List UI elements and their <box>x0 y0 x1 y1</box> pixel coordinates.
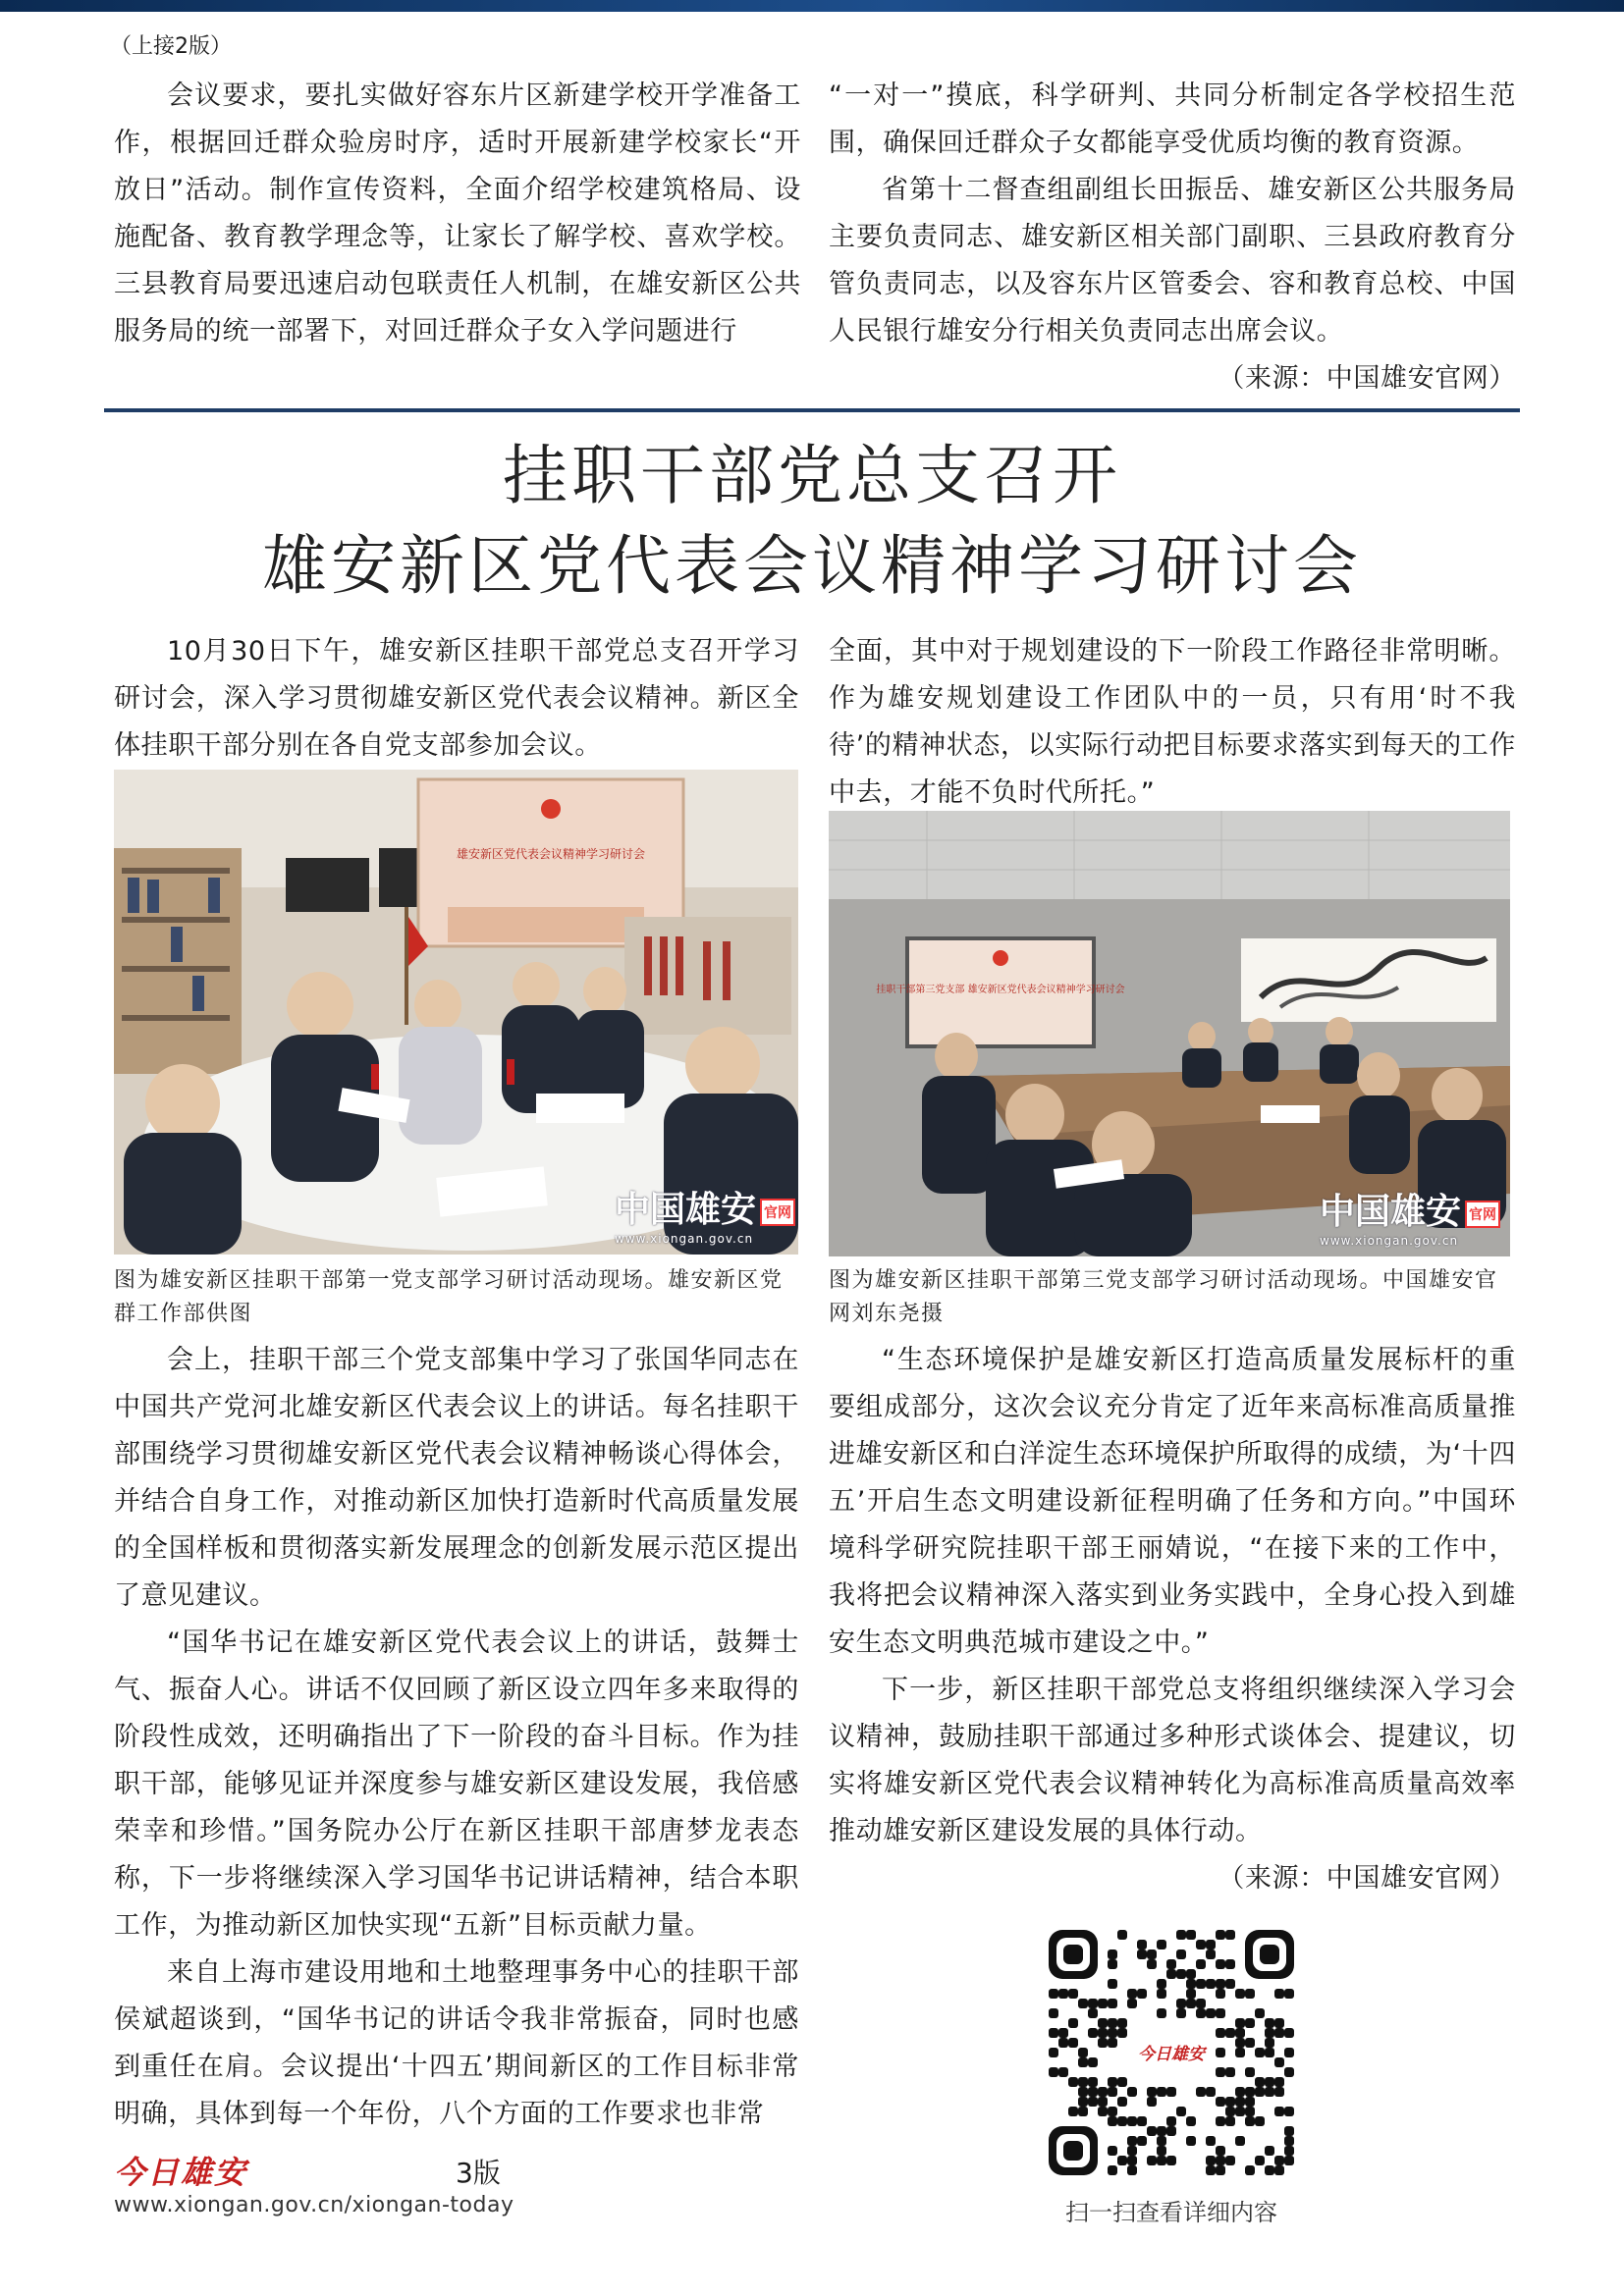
qr-module <box>1216 1979 1225 1989</box>
qr-module <box>1225 2156 1235 2165</box>
qr-module <box>1255 2077 1265 2087</box>
qr-module <box>1265 2077 1274 2087</box>
qr-module <box>1206 2156 1216 2165</box>
article-right-top <box>829 628 1516 817</box>
qr-module <box>1216 2067 1225 2077</box>
qr-module <box>1216 2048 1225 2057</box>
qr-module <box>1166 2116 1176 2126</box>
qr-module <box>1049 2048 1058 2057</box>
qr-module <box>1157 2126 1166 2136</box>
qr-module <box>1157 1989 1166 1999</box>
qr-module <box>1235 2018 1245 2028</box>
qr-module <box>1157 2136 1166 2146</box>
qr-module <box>1255 2156 1265 2165</box>
article-left-body <box>114 1337 799 2138</box>
qr-module <box>1147 2126 1157 2136</box>
qr-module <box>1098 2038 1108 2048</box>
qr-module <box>1108 2146 1117 2156</box>
qr-module <box>1186 2136 1196 2146</box>
qr-module <box>1157 1940 1166 1949</box>
qr-module <box>1274 1989 1284 1999</box>
qr-module <box>1049 1989 1058 1999</box>
screen-text-1: 雄安新区党代表会议精神学习研讨会 <box>456 847 646 861</box>
article-paragraph: 10月30日下午，雄安新区挂职干部党总支召开学习研讨会，深入学习贯彻雄安新区党代表会议精神。新区全体挂职干部分别在各自党支部参加会议。 <box>114 636 799 761</box>
qr-module <box>1186 1999 1196 2008</box>
qr-module <box>1078 1999 1088 2008</box>
qr-module <box>1216 2165 1225 2175</box>
qr-module <box>1284 2107 1294 2116</box>
seal-icon: 官网 <box>760 1199 795 1226</box>
article-paragraph: 来自上海市建设用地和土地整理事务中心的挂职干部侯斌超谈到，“国华书记的讲话令我非常振奋，同时也感到重任在肩。会议提出‘十四五’期间新区的工作目标非常明确，具体到每一个年份，八个方面的工作要求也非常 <box>114 1957 799 2129</box>
qr-module <box>1058 1989 1068 1999</box>
qr-module <box>1284 2067 1294 2077</box>
qr-module <box>1127 2165 1137 2175</box>
headline-line-1: 挂职干部党总支召开 <box>503 438 1121 513</box>
article-paragraph: 全面，其中对于规划建设的下一阶段工作路径非常明晰。作为雄安规划建设工作团队中的一员，只有用‘时不我待’的精神状态，以实际行动把目标要求落实到每天的工作中去，才能不负时代所托。” <box>829 636 1516 808</box>
qr-module <box>1235 2107 1245 2116</box>
qr-module <box>1186 1969 1196 1979</box>
qr-module <box>1117 2018 1127 2028</box>
qr-module <box>1265 2087 1274 2097</box>
qr-module <box>1255 2048 1265 2057</box>
qr-module <box>1098 2028 1108 2038</box>
qr-module <box>1058 2038 1068 2048</box>
qr-module <box>1058 2028 1068 2038</box>
qr-module <box>1284 2156 1294 2165</box>
qr-module <box>1108 2077 1117 2087</box>
qr-module <box>1235 2087 1245 2097</box>
qr-module <box>1216 2116 1225 2126</box>
qr-module <box>1127 2146 1137 2156</box>
qr-module <box>1137 2136 1147 2146</box>
qr-module <box>1206 1940 1216 1949</box>
qr-module <box>1274 2028 1284 2038</box>
qr-module <box>1157 2008 1166 2018</box>
qr-module <box>1157 1979 1166 1989</box>
qr-module <box>1216 1959 1225 1969</box>
qr-module <box>1274 2087 1284 2097</box>
prev-article-right-column <box>829 73 1516 402</box>
prev-article-paragraph: 会议要求，要扎实做好容东片区新建学校开学准备工作，根据回迁群众验房时序，适时开展新建学校家长“开放日”活动。制作宣传资料，全面介绍学校建筑格局、设施配备、教育教学理念等，让家长了解学校、喜欢学校。三县教育局要迅速启动包联责任人机制，在雄安新区公共服务局的统一部署下，对回迁群众子女入学问题进行 <box>114 80 801 347</box>
qr-module <box>1049 2067 1058 2077</box>
qr-module <box>1117 2028 1127 2038</box>
qr-module <box>1186 1979 1196 1989</box>
qr-module <box>1088 2008 1098 2018</box>
qr-module <box>1265 2048 1274 2057</box>
qr-module <box>1284 2028 1294 2038</box>
qr-module <box>1216 2146 1225 2156</box>
qr-module <box>1166 1959 1176 1969</box>
qr-module <box>1225 1959 1235 1969</box>
seal-icon: 官网 <box>1465 1201 1500 1228</box>
qr-module <box>1274 2057 1284 2067</box>
qr-module <box>1274 2165 1284 2175</box>
qr-module <box>1108 2116 1117 2126</box>
qr-module <box>1049 2008 1058 2018</box>
qr-module <box>1245 2087 1255 2097</box>
qr-module <box>1117 2116 1127 2126</box>
qr-module <box>1196 1959 1206 1969</box>
qr-module <box>1176 1999 1186 2008</box>
qr-module <box>1088 2057 1098 2067</box>
qr-module <box>1147 2097 1157 2107</box>
qr-module <box>1225 1930 1235 1940</box>
qr-module <box>1274 2107 1284 2116</box>
qr-module <box>1166 2126 1176 2136</box>
qr-module <box>1245 2116 1255 2126</box>
qr-code[interactable] <box>1049 1930 1294 2175</box>
qr-caption: 扫一扫查看详细内容 <box>1065 2199 1277 2226</box>
qr-module <box>1245 2067 1255 2077</box>
qr-module <box>1117 2156 1127 2165</box>
qr-module <box>1206 2136 1216 2146</box>
qr-module <box>1186 1930 1196 1940</box>
prev-article-paragraph: 省第十二督查组副组长田振岳、雄安新区公共服务局主要负责同志、雄安新区相关部门副职、三县政府教育分管负责同志，以及容东片区管委会、容和教育总校、中国人民银行雄安分行相关负责同志出席会议。 <box>829 175 1516 347</box>
qr-module <box>1265 2165 1274 2175</box>
qr-module <box>1147 2087 1157 2097</box>
qr-module <box>1098 1999 1108 2008</box>
qr-module <box>1157 2156 1166 2165</box>
qr-module <box>1127 2156 1137 2165</box>
qr-module <box>1078 2048 1088 2057</box>
qr-module <box>1225 1979 1235 1989</box>
qr-module <box>1235 2136 1245 2146</box>
qr-module <box>1225 2107 1235 2116</box>
qr-module <box>1127 2087 1137 2097</box>
qr-module <box>1088 1999 1098 2008</box>
qr-module <box>1206 2008 1216 2018</box>
qr-module <box>1225 2097 1235 2107</box>
qr-module <box>1078 2097 1088 2107</box>
article-source: （来源：中国雄安官网） <box>1218 1863 1516 1894</box>
qr-module <box>1088 2028 1098 2038</box>
qr-module <box>1068 2018 1078 2028</box>
qr-module <box>1147 1959 1157 1969</box>
qr-module <box>1274 2077 1284 2087</box>
article-right-body <box>829 1337 1516 1902</box>
article-paragraph: 会上，挂职干部三个党支部集中学习了张国华同志在中国共产党河北雄安新区代表会议上的讲话。每名挂职干部围绕学习贯彻雄安新区党代表会议精神畅谈心得体会，并结合自身工作，对推动新区加快打造新时代高质量发展的全国样板和贯彻落实新发展理念的创新发展示范区提出了意见建议。 <box>114 1345 799 1611</box>
screen-text-2: 挂职干部第三党支部 雄安新区党代表会议精神学习研讨会 <box>876 985 1125 995</box>
qr-module <box>1108 1959 1117 1969</box>
footer-url-link[interactable]: www.xiongan.gov.cn/xiongan-today <box>114 2193 514 2217</box>
qr-module <box>1206 1949 1216 1959</box>
qr-module <box>1216 2008 1225 2018</box>
prev-article-source: （来源：中国雄安官网） <box>1218 363 1516 394</box>
qr-module <box>1117 1930 1127 1940</box>
qr-module <box>1245 2038 1255 2048</box>
qr-module <box>1078 2087 1088 2097</box>
article-paragraph: “生态环境保护是雄安新区打造高质量发展标杆的重要组成部分，这次会议充分肯定了近年来高标准高质量推进雄安新区和白洋淀生态环境保护所取得的成绩，为‘十四五’开启生态文明建设新征程明确了任务和方向。”中国环境科学研究院挂职干部王丽婧说，“在接下来的工作中，我将把会议精神深入落实到业务实践中，全身心投入到雄安生态文明典范城市建设之中。” <box>829 1345 1516 1658</box>
qr-module <box>1137 1949 1147 1959</box>
qr-module <box>1137 2116 1147 2126</box>
qr-module <box>1078 2107 1088 2116</box>
qr-module <box>1058 2067 1068 2077</box>
qr-module <box>1235 2048 1245 2057</box>
article-left-intro <box>114 628 799 770</box>
prev-article-left-column <box>114 73 801 355</box>
qr-module <box>1235 2028 1245 2038</box>
article-paragraph: “国华书记在雄安新区党代表会议上的讲话，鼓舞士气、振奋人心。讲话不仅回顾了新区设立四年多来取得的阶段性成效，还明确指出了下一阶段的奋斗目标。作为挂职干部，能够见证并深度参与雄安新区建设发展，我倍感荣幸和珍惜。”国务院办公厅在新区挂职干部唐梦龙表态称，下一步将继续深入学习国华书记讲话精神，结合本职工作，为推动新区加快实现“五新”目标贡献力量。 <box>114 1628 799 1941</box>
qr-module <box>1176 2008 1186 2018</box>
qr-module <box>1206 2087 1216 2097</box>
qr-module <box>1127 2136 1137 2146</box>
meeting-photo-2 <box>829 811 1510 1256</box>
headline-line-2: 雄安新区党代表会议精神学习研讨会 <box>262 528 1362 604</box>
qr-module <box>1225 2116 1235 2126</box>
qr-module <box>1108 2107 1117 2116</box>
qr-module <box>1265 2146 1274 2156</box>
qr-module <box>1147 2156 1157 2165</box>
qr-module <box>1137 1989 1147 1999</box>
watermark-2: 中国雄安 官网 www.xiongan.gov.cn <box>1320 1184 1500 1248</box>
photo-2-caption: 图为雄安新区挂职干部第三党支部学习研讨活动现场。中国雄安官网刘东尧摄 <box>829 1268 1498 1326</box>
qr-module <box>1068 1989 1078 1999</box>
qr-module <box>1196 1979 1206 1989</box>
qr-center-label: 今日雄安 <box>1138 2045 1205 2064</box>
qr-module <box>1176 2107 1186 2116</box>
meeting-photo-1 <box>114 770 798 1255</box>
qr-module <box>1157 2146 1166 2156</box>
section-divider <box>104 408 1520 412</box>
qr-module <box>1166 1969 1176 1979</box>
qr-module <box>1196 2087 1206 2097</box>
qr-module <box>1157 2087 1166 2097</box>
page-number: 3版 <box>456 2157 501 2189</box>
qr-module <box>1216 2097 1225 2107</box>
qr-module <box>1235 2038 1245 2048</box>
watermark-1: 中国雄安 官网 www.xiongan.gov.cn <box>615 1182 795 1246</box>
article-paragraph: 下一步，新区挂职干部党总支将组织继续深入学习会议精神，鼓励挂职干部通过多种形式谈体会、提建议，切实将雄安新区党代表会议精神转化为高标准高质量高效率推动雄安新区建设发展的具体行动。 <box>829 1675 1516 1846</box>
qr-module <box>1206 2165 1216 2175</box>
prev-article-paragraph: “一对一”摸底，科学研判、共同分析制定各学校招生范围，确保回迁群众子女都能享受优质均衡的教育资源。 <box>829 80 1516 158</box>
qr-module <box>1078 2077 1088 2087</box>
qr-module <box>1245 2107 1255 2116</box>
qr-module <box>1127 1989 1137 1999</box>
qr-module <box>1274 2018 1284 2028</box>
qr-module <box>1108 2028 1117 2038</box>
qr-module <box>1098 2087 1108 2097</box>
qr-module <box>1216 2156 1225 2165</box>
continued-note: （上接2版） <box>110 34 232 59</box>
qr-module <box>1088 2077 1098 2087</box>
qr-module <box>1235 1989 1245 1999</box>
top-banner-bar <box>0 0 1624 12</box>
qr-module <box>1225 2067 1235 2077</box>
qr-module <box>1284 2146 1294 2156</box>
qr-module <box>1098 2018 1108 2028</box>
qr-module <box>1098 2097 1108 2107</box>
qr-module <box>1166 2087 1176 2097</box>
qr-module <box>1088 2087 1098 2097</box>
qr-module <box>1127 1999 1137 2008</box>
qr-module <box>1216 1989 1225 1999</box>
qr-module <box>1255 2116 1265 2126</box>
qr-module <box>1117 2097 1127 2107</box>
qr-module <box>1245 2097 1255 2107</box>
qr-module <box>1098 2107 1108 2116</box>
qr-module <box>1108 2087 1117 2097</box>
qr-module <box>1108 1949 1117 1959</box>
qr-module <box>1108 1999 1117 2008</box>
qr-module <box>1274 2156 1284 2165</box>
qr-module <box>1068 2077 1078 2087</box>
qr-module <box>1225 2028 1235 2038</box>
qr-module <box>1147 1949 1157 1959</box>
publication-logo: 今日雄安 <box>114 2154 248 2191</box>
qr-module <box>1127 2116 1137 2126</box>
qr-module <box>1049 2028 1058 2038</box>
qr-module <box>1068 2038 1078 2048</box>
qr-module <box>1255 2087 1265 2097</box>
qr-module <box>1284 2136 1294 2146</box>
qr-module <box>1108 1979 1117 1989</box>
photo-1-caption: 图为雄安新区挂职干部第一党支部学习研讨活动现场。雄安新区党群工作部供图 <box>114 1268 784 1326</box>
qr-module <box>1196 1940 1206 1949</box>
qr-module <box>1088 2097 1098 2107</box>
qr-module <box>1186 2116 1196 2126</box>
qr-module <box>1108 2165 1117 2175</box>
qr-module <box>1255 2008 1265 2018</box>
qr-module <box>1196 1999 1206 2008</box>
qr-module <box>1186 1989 1196 1999</box>
qr-module <box>1176 1930 1186 1940</box>
qr-module <box>1284 1989 1294 1999</box>
qr-module <box>1245 2018 1255 2028</box>
qr-module <box>1137 1940 1147 1949</box>
qr-module <box>1216 1930 1225 1940</box>
qr-module <box>1265 2028 1274 2038</box>
qr-module <box>1235 2097 1245 2107</box>
qr-module <box>1216 2028 1225 2038</box>
qr-module <box>1078 2057 1088 2067</box>
qr-module <box>1166 2156 1176 2165</box>
qr-module <box>1108 2038 1117 2048</box>
qr-module <box>1265 2038 1274 2048</box>
qr-module <box>1206 1979 1216 1989</box>
qr-module <box>1265 2018 1274 2028</box>
qr-module <box>1245 2165 1255 2175</box>
qr-module <box>1176 1949 1186 1959</box>
qr-module <box>1176 1969 1186 1979</box>
qr-module <box>1284 2126 1294 2136</box>
qr-module <box>1245 1989 1255 1999</box>
qr-module <box>1117 2077 1127 2087</box>
qr-module <box>1196 2008 1206 2018</box>
qr-module <box>1108 2018 1117 2028</box>
qr-module <box>1068 2107 1078 2116</box>
qr-module <box>1284 2048 1294 2057</box>
